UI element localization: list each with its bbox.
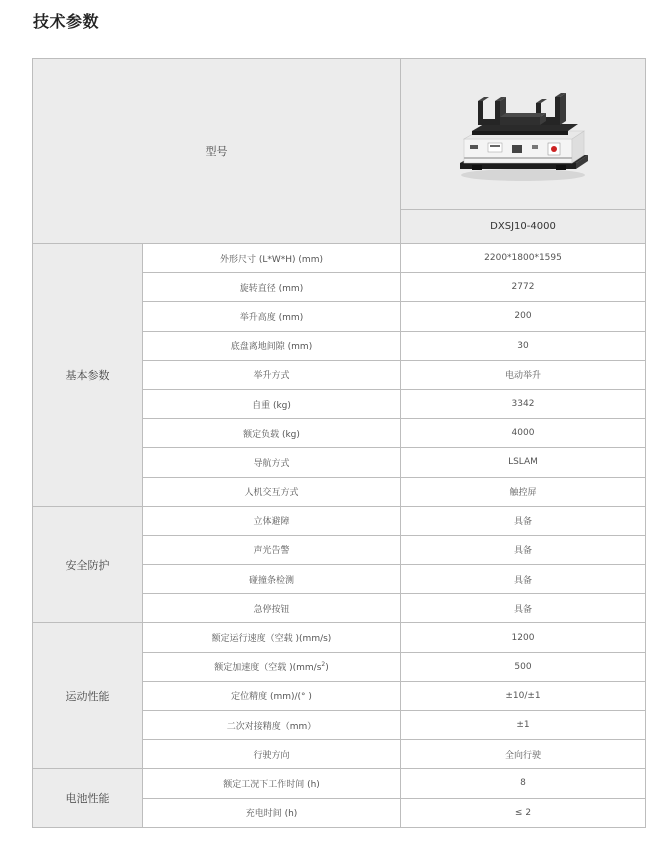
param-name: 二次对接精度（mm） <box>226 721 317 732</box>
param-name: 急停按钮 <box>253 604 290 615</box>
param-value-cell <box>401 448 646 477</box>
param-value: 2200*1800*1595 <box>484 253 562 264</box>
param-name: 额定加速度（空载 )(mm/s <box>214 663 322 674</box>
param-name-cell <box>143 360 401 389</box>
param-value-cell <box>401 331 646 360</box>
param-name-cell <box>143 681 401 710</box>
param-value-cell <box>401 477 646 506</box>
agv-lifting-robot-image <box>448 79 598 189</box>
param-name: 人机交互方式 <box>244 488 299 499</box>
product-image-cell <box>401 59 646 210</box>
model-label-cell <box>33 59 401 244</box>
model-name: DXSJ10-4000 <box>490 221 556 232</box>
param-name: 额定工况下工作时间 (h) <box>223 779 320 790</box>
param-value-cell <box>401 419 646 448</box>
param-value-cell <box>401 740 646 769</box>
param-name-cell <box>143 419 401 448</box>
param-name: 底盘离地间隙 (mm) <box>230 342 313 353</box>
param-name-cell <box>143 331 401 360</box>
param-value-cell <box>401 623 646 652</box>
param-value-cell <box>401 244 646 273</box>
table-row <box>33 623 646 652</box>
param-name-cell <box>143 302 401 331</box>
param-name-cell <box>143 740 401 769</box>
param-name-cell <box>143 565 401 594</box>
param-name-cell <box>143 798 401 827</box>
page-title: 技术参数 <box>33 12 100 31</box>
param-value: 触控屏 <box>509 488 537 499</box>
param-value-cell <box>401 798 646 827</box>
table-row <box>33 244 646 273</box>
group-label: 基本参数 <box>33 244 143 507</box>
table-row <box>33 506 646 535</box>
param-value-cell <box>401 594 646 623</box>
spec-table <box>32 58 646 828</box>
param-value: 2772 <box>511 282 535 293</box>
param-name: 定位精度 (mm)/(° ) <box>231 692 312 703</box>
param-value: 200 <box>514 311 532 322</box>
param-value-cell <box>401 652 646 681</box>
param-value-cell <box>401 565 646 594</box>
param-name: 碰撞条检测 <box>248 575 294 586</box>
model-label: 型号 <box>205 145 228 158</box>
param-value: 500 <box>514 661 532 672</box>
param-name: 额定运行速度（空载 )(mm/s) <box>211 634 332 645</box>
param-name-cell <box>143 244 401 273</box>
param-value-cell <box>401 769 646 798</box>
param-value: 8 <box>520 778 526 789</box>
param-value: 电动举升 <box>504 371 541 382</box>
param-value: 4000 <box>511 428 535 439</box>
param-name: 旋转直径 (mm) <box>239 283 304 294</box>
param-name: 自重 (kg) <box>252 400 291 411</box>
param-name: 外形尺寸 (L*W*H) (mm) <box>220 254 323 265</box>
param-name: 充电时间 (h) <box>245 809 298 820</box>
param-value: 1200 <box>511 632 535 643</box>
param-value-cell <box>401 535 646 564</box>
param-value: ±10/±1 <box>505 690 541 701</box>
param-name-cell <box>143 506 401 535</box>
param-value-cell <box>401 273 646 302</box>
group-label: 运动性能 <box>33 623 143 769</box>
param-name: 举升高度 (mm) <box>239 312 304 323</box>
param-name: 额定负载 (kg) <box>243 429 300 440</box>
param-value: 具备 <box>513 546 532 557</box>
param-value: LSLAM <box>508 457 538 468</box>
param-name-cell <box>143 448 401 477</box>
param-name-cell <box>143 477 401 506</box>
param-name-cell <box>143 389 401 418</box>
param-value-cell <box>401 302 646 331</box>
param-name-cell <box>143 594 401 623</box>
group-label: 电池性能 <box>33 769 143 827</box>
param-value: 30 <box>517 340 529 351</box>
param-value: 具备 <box>513 575 532 586</box>
param-name: 举升方式 <box>253 371 290 382</box>
param-name: 导航方式 <box>253 458 290 469</box>
param-value: ≤ 2 <box>514 807 532 818</box>
param-name: 立体避障 <box>253 517 290 528</box>
param-name-cell <box>143 535 401 564</box>
param-name-cell <box>143 273 401 302</box>
param-name-cell <box>143 652 401 681</box>
param-value-cell <box>401 360 646 389</box>
param-value: 3342 <box>511 399 535 410</box>
param-value: 具备 <box>513 517 532 528</box>
table-row <box>33 769 646 798</box>
model-name-cell <box>401 210 646 244</box>
param-value-cell <box>401 711 646 740</box>
param-value-cell <box>401 506 646 535</box>
param-suffix: ) <box>325 663 329 674</box>
param-name-cell <box>143 769 401 798</box>
param-superscript: 2 <box>321 661 326 669</box>
param-name-cell <box>143 623 401 652</box>
param-value: 全向行驶 <box>504 750 541 761</box>
param-value-cell <box>401 681 646 710</box>
param-name: 声光告警 <box>253 546 290 557</box>
param-name-cell <box>143 711 401 740</box>
param-value-cell <box>401 389 646 418</box>
group-label: 安全防护 <box>33 506 143 623</box>
param-value: ±1 <box>516 720 530 731</box>
param-name: 行驶方向 <box>253 750 290 761</box>
param-value: 具备 <box>513 604 532 615</box>
header-row-image <box>33 59 646 210</box>
